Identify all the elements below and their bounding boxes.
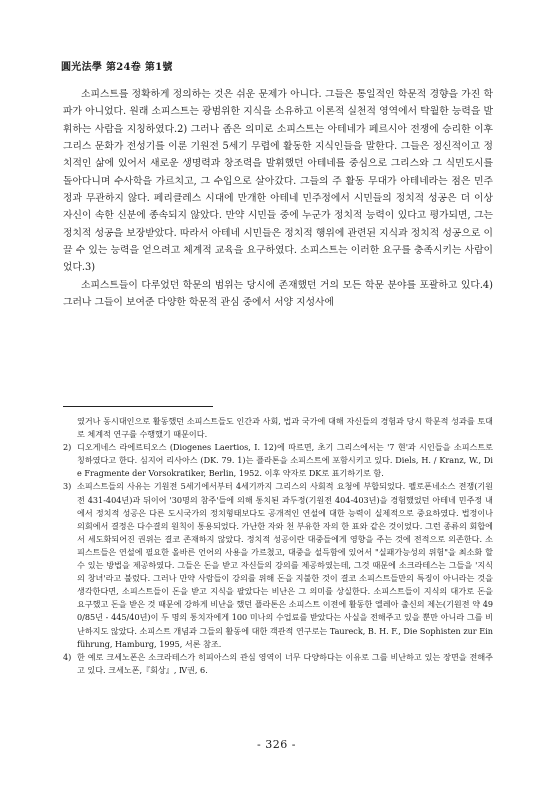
footnote-number: 2) [63, 442, 72, 453]
paragraph-2: 소피스트들이 다루었던 학문의 범위는 당시에 존재했던 거의 모든 학문 분야를 포괄하고 있다.4) 그러나 그들이 보여준 다양한 학문적 관심 중에서 서양 지성사에 [63, 279, 493, 309]
footnote-4 [63, 651, 493, 677]
paragraph-1: 소피스트를 정확하게 정의하는 것은 쉬운 문제가 아니다. 그들은 통일적인 학문적 경향을 가진 학파가 아니었다. 원래 소피스트는 광범위한 지식을 소유하고 이론적 실천적 영역에서 탁월한 능력을 발휘하는 사람을 지칭하였다.2) 그러나 좁은 의미로 소피스트는 아테네가 페르시아 전쟁에 승리한 이후 그리스 문화가 전성기를 이룬 기원전 5세기 무렵에 활동한 지식인들을 말한다. 그들은 정신적이고 정치적인 삶에 있어서 새로운 생명력과 창조력을 발휘했던 아테네를 중심으로 그리스와 그 식민도시를 돌아다니며 수사학을 가르치고, 그 수입으로 살아갔다. 그들의 주 활동 무대가 아테네라는 점은 민주정과 무관하지 않다. 페리클레스 시대에 만개한 아테네 민주정에서 시민들의 정치적 성공은 더 이상 자신이 속한 신분에 종속되지 않았다. 만약 시민들 중에 누군가 정치적 능력이 있다고 평가되면, 그는 정치적 성공을 보장받았다. 따라서 아테네 시민들은 정치적 행위에 관련된 지식과 정치적 성공으로 이끌 수 있는 능력을 얻으려고 체계적 교육을 요구하였다. 소피스트는 이러한 요구를 충족시키는 사람이었다.3) [63, 89, 493, 274]
footnote-number: 4) [63, 651, 72, 662]
footnote-3 [63, 480, 493, 650]
footnote-continuation: 였거나 동시대인으로 활동했던 소피스트들도 인간과 사회, 법과 국가에 대해 자신들의 경험과 당시 학문적 성과를 토대로 체계적 연구를 수행했기 때문이다. [77, 416, 493, 440]
footnote-text: 디오게네스 라에르티오스 (Diogenes Laertios, I. 12)에 따르면, 초기 그리스에서는 '7 현'과 시인들을 소피스트로 칭하였다고 한다. 심지어 리사아스 (DK. 79. 1)는 플라톤을 소피스트에 포함시키고 있다. Diels, H. / Kranz, W., Die Fragmente der Vorsokratiker, Berlin, 1952. 이후 약자로 DK로 표기하기로 함. [77, 442, 493, 479]
journal-header: 圓光法學 第24卷 第1號 [61, 62, 173, 73]
footnotes [63, 415, 493, 677]
main-text [63, 86, 493, 311]
footnote-separator [63, 406, 213, 407]
footnote-2 [63, 441, 493, 480]
footnote-number: 3) [63, 481, 72, 492]
footnote-text: 소피스트들의 사유는 기원전 5세기에서부터 4세기까지 그리스의 사회적 요청에 부합되었다. 펠로폰네소스 전쟁(기원전 431-404년)과 뒤이어 '30명의 참주'들에 의해 통치된 과두정(기원전 404-403년)을 경험했었던 아테네 민주정 내에서 정치적 성공은 다른 도시국가의 정치형태보다도 공개적인 연설에 대한 능력이 실제적으로 중요하였다. 법정이나 의회에서 결정은 다수결의 원칙이 통용되었다. 가난한 자와 천 부유한 자의 한 표와 같은 것이었다. 그런 종류의 회합에서 세도화되어진 권위는 결코 존재하지 않았다. 정치적 성공이란 대중들에게 영향을 주는 것에 전적으로 의존한다. 소피스트들은 연설에 필요한 올바른 언어의 사용을 가르쳤고, 대중을 설득함에 있어서 "실패가능성의 위험"을 최소화 할 수 있는 방법을 제공하였다. 그들은 돈을 받고 자신들의 강의를 제공하였는데, 그것 때문에 소크라테스는 그들을 '지식의 창녀'라고 불렀다. 그러나 만약 사람들이 강의를 위해 돈을 지불한 것이 결코 소피스트들만의 특징이 아니라는 것을 생각한다면, 소피스트들이 돈을 받고 지식을 팔았다는 비난은 그 의미를 상실한다. 소피스트들이 지식의 대가로 돈을 요구했고 돈을 받은 것 때문에 강하게 비난을 했던 플라톤은 소피스트 이전에 활동한 엘레아 출신의 제논(기원전 약 490/85년 - 445/40년)이 두 명의 통치자에게 100 미나의 수업료를 받았다는 사실을 전해주고 있을 뿐만 아니라 그를 비난하지도 않았다. 소피스트 개념과 그들의 활동에 대한 객관적 연구로는 Taureck, B. H. F., Die Sophisten zur Einführung, Hamburg, 1995, 서론 참조. [77, 481, 493, 649]
page-number: - 326 - [257, 738, 296, 751]
footnote-text: 한 예로 크세노폰은 소크라테스가 히피아스의 관심 영역이 너무 다양하다는 이유로 그를 비난하고 있는 장면을 전해주고 있다. 크세노폰,『회상』, Ⅳ권, 6. [77, 651, 493, 675]
